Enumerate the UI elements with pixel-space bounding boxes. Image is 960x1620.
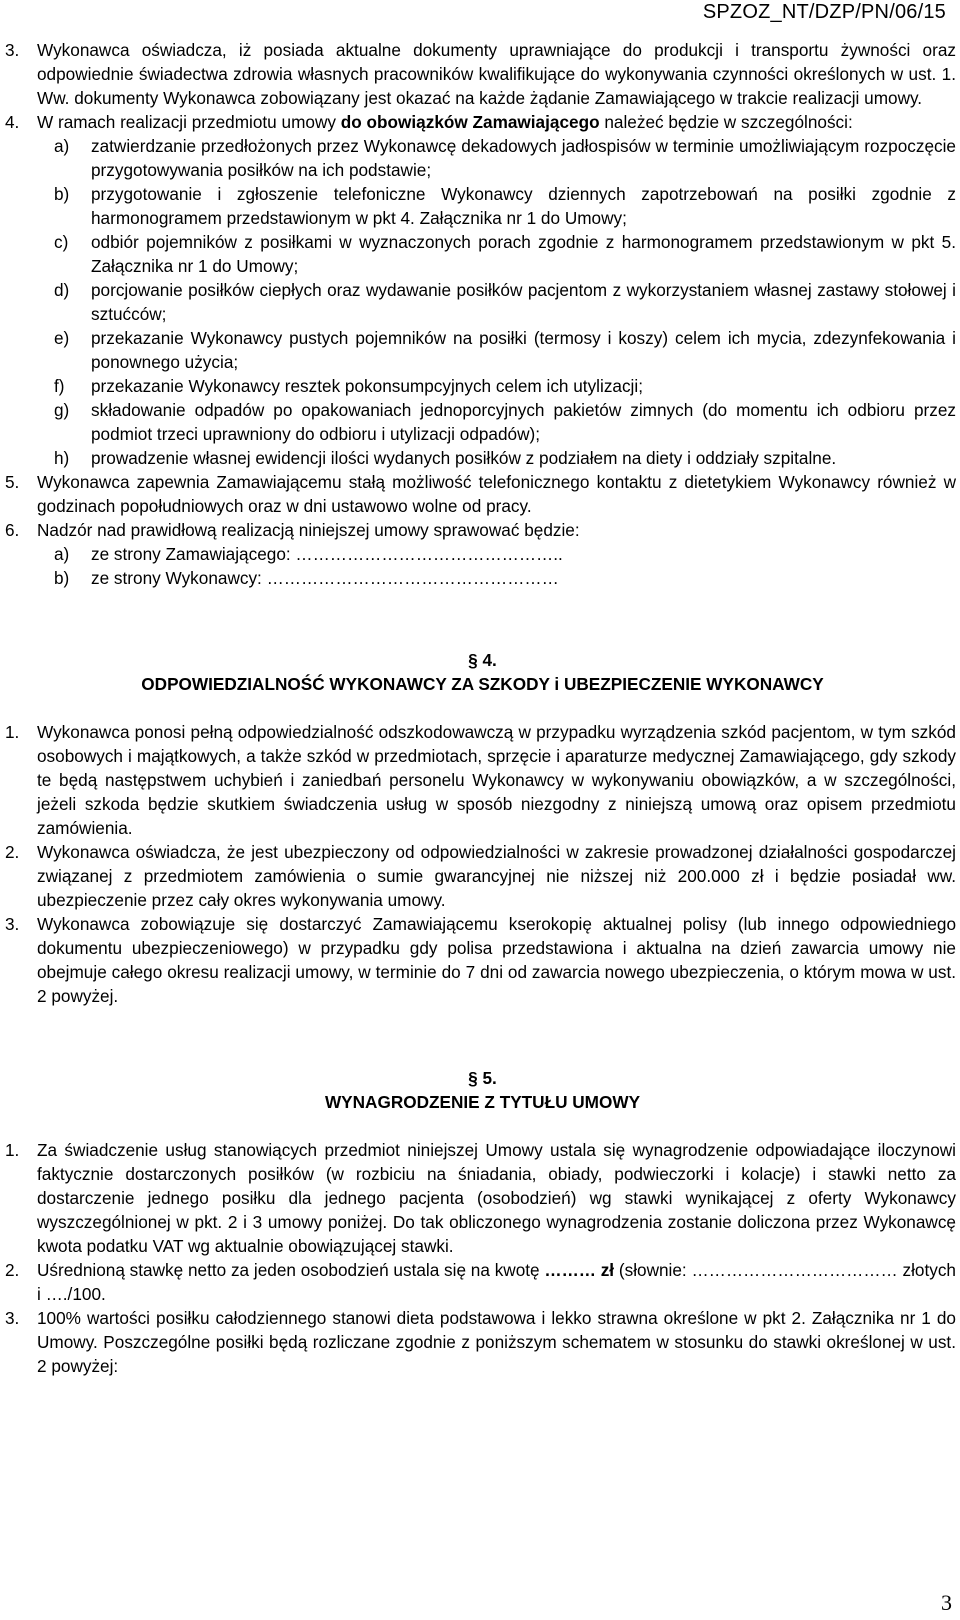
- supervisor-employer: [0, 542, 960, 566]
- duties-list: [0, 134, 960, 470]
- document-reference-header: SPZOZ_NT/DZP/PN/06/15: [702, 1, 946, 23]
- section-4-clause: [0, 720, 960, 840]
- clause-text: Za świadczenie usług stanowiących przedmiot niniejszej Umowy ustala się wynagrodzenie odpowiadające iloczynowi faktycznie dostarczonych posiłków (w rozbiciu na śniadania, obiady, podwieczorki i kolacje) i stawki netto za dostarczenie jednego posiłku dla jednego pacjenta (osobodzień) wg stawki wynikającej z oferty Wykonawcy wyszczególnionej w pkt. 2 i 3 umowy poniżej. Do tak obliczonego wynagrodzenia zostanie doliczona przez Wykonawcę kwota podatku VAT wg aktualnie obowiązującej stawki.: [37, 1140, 956, 1256]
- clause-number: 3.: [5, 914, 20, 934]
- clause-text: Wykonawca ponosi pełną odpowiedzialność odszkodowawczą w przypadku wyrządzenia szkód pacjentom, w tym szkód osobowych i majątkowych, a także szkód w przedmiotach, sprzęcie i aparaturze medycznej Zamawiającego, gdy szkody te będą następstwem uchybień i zaniedbań personelu Wykonawcy w wykonywaniu obowiązków, a w szczególności, jeżeli szkoda będzie skutkiem świadczenia usług w sposób niezgodny z niniejszą umową oraz opisem przedmiotu zamówienia.: [37, 722, 956, 838]
- clause-number: 3.: [5, 1308, 20, 1328]
- page-number: 3: [941, 1590, 952, 1615]
- clause-number: 2.: [5, 842, 20, 862]
- clause-text: W ramach realizacji przedmiotu umowy: [37, 112, 341, 132]
- list-letter: h): [54, 448, 70, 468]
- clause-6: [0, 518, 960, 542]
- clause-text: Nadzór nad prawidłową realizacją niniejszej umowy sprawować będzie:: [37, 520, 580, 540]
- clause-4: [0, 110, 960, 134]
- clause-number: 4.: [5, 112, 20, 132]
- clause-number: 6.: [5, 520, 20, 540]
- duty-text: prowadzenie własnej ewidencji ilości wydanych posiłków z podziałem na diety i oddziały szpitalne.: [91, 448, 837, 468]
- section-5-number: § 5.: [468, 1068, 497, 1088]
- list-letter: f): [54, 376, 65, 396]
- duty-text: przekazanie Wykonawcy resztek pokonsumpcyjnych celem ich utylizacji;: [91, 376, 643, 396]
- document-body: [0, 38, 960, 1378]
- duty-item: [0, 446, 960, 470]
- clause-3: [0, 38, 960, 110]
- section-5-clause: [0, 1258, 960, 1306]
- duty-text: przygotowanie i zgłoszenie telefoniczne Wykonawcy dziennych zapotrzebowań na posiłki zgodnie z harmonogramem przedstawionym w pkt 4. Załącznika nr 1 do Umowy;: [91, 184, 956, 228]
- section-5-title: WYNAGRODZENIE Z TYTUŁU UMOWY: [324, 1092, 641, 1112]
- duty-item: [0, 374, 960, 398]
- duty-item: [0, 398, 960, 446]
- clause-text-bold: do obowiązków Zamawiającego: [340, 112, 600, 132]
- clause-number: 2.: [5, 1260, 20, 1280]
- list-letter: e): [54, 328, 70, 348]
- list-letter: d): [54, 280, 70, 300]
- section-4-number: § 4.: [468, 650, 497, 670]
- clause-5: [0, 470, 960, 518]
- duty-text: składowanie odpadów po opakowaniach jednoporcyjnych pakietów zimnych (do momentu ich odbioru przez podmiot trzeci uprawniony do odbioru i utylizacji odpadów);: [91, 400, 956, 444]
- clause-number: 1.: [5, 722, 20, 742]
- duty-item: [0, 134, 960, 182]
- list-letter: c): [54, 232, 69, 252]
- clause-text: Wykonawca zobowiązuje się dostarczyć Zamawiającemu kserokopię aktualnej polisy (lub innego odpowiedniego dokumentu ubezpieczeniowego) w przypadku gdy polisa przedstawiona i aktualna na dzień zawarcia umowy nie obejmuje całego okresu realizacji umowy, w terminie do 7 dni od zawarcia nowego ubezpieczenia, o którym mowa w ust. 2 powyżej.: [37, 914, 956, 1006]
- clause-text: Wykonawca oświadcza, iż posiada aktualne dokumenty uprawniające do produkcji i transportu żywności oraz odpowiednie świadectwa zdrowia własnych pracowników kwalifikujące do wykonywania czynności określonych w ust. 1. Ww. dokumenty Wykonawca zobowiązany jest okazać na każde żądanie Zamawiającego w trakcie realizacji umowy.: [37, 40, 956, 108]
- section-4-clause: [0, 840, 960, 912]
- list-letter: a): [54, 544, 70, 564]
- section-5-clause: [0, 1138, 960, 1258]
- section-4-clause: [0, 912, 960, 1008]
- clause-text: Wykonawca oświadcza, że jest ubezpieczony od odpowiedzialności w zakresie prowadzonej działalności gospodarczej związanej z przedmiotem zamówienia o sumie gwarancyjnej nie niższej niż 200.000 zł i będzie posiadał ww. ubezpieczenie przez cały okres wykonywania umowy.: [37, 842, 956, 910]
- section-4-title: ODPOWIEDZIALNOŚĆ WYKONAWCY ZA SZKODY i UBEZPIECZENIE WYKONAWCY: [141, 674, 824, 694]
- supervisor-text: ze strony Wykonawcy: ……………………………………………: [91, 568, 559, 588]
- duty-text: zatwierdzanie przedłożonych przez Wykonawcę dekadowych jadłospisów w terminie umożliwiającym rozpoczęcie przygotowywania posiłków na ich podstawie;: [91, 136, 956, 180]
- duty-item: [0, 278, 960, 326]
- list-letter: a): [54, 136, 70, 156]
- supervisor-contractor: [0, 566, 960, 590]
- list-letter: g): [54, 400, 70, 420]
- list-letter: b): [54, 184, 70, 204]
- duty-text: przekazanie Wykonawcy pustych pojemników na posiłki (termosy i koszy) celem ich mycia, zdezynfekowania i ponownego użycia;: [91, 328, 956, 372]
- list-letter: b): [54, 568, 70, 588]
- clause-number: 5.: [5, 472, 20, 492]
- duty-item: [0, 326, 960, 374]
- rate-amount-bold: ……… zł: [544, 1260, 615, 1280]
- clause-number: 3.: [5, 40, 20, 60]
- clause-number: 1.: [5, 1140, 20, 1160]
- section-5-clause: [0, 1306, 960, 1378]
- clause-text: należeć będzie w szczególności:: [599, 112, 853, 132]
- supervisor-text: ze strony Zamawiającego: ………………………………………..: [91, 544, 563, 564]
- duty-text: odbiór pojemników z posiłkami w wyznaczonych porach zgodnie z harmonogramem przedstawionym w pkt 5. Załącznika nr 1 do Umowy;: [91, 232, 956, 276]
- clause-text: (słownie: ……………………………… złotych i …./100.: [37, 1260, 956, 1304]
- duty-item: [0, 182, 960, 230]
- clause-text: 100% wartości posiłku całodziennego stanowi dieta podstawowa i lekko strawna określone w pkt 2. Załącznika nr 1 do Umowy. Poszczególne posiłki będą rozliczane zgodnie z poniższym schematem w stosunku do stawki określonej w ust. 2 powyżej:: [37, 1308, 956, 1376]
- clause-text: Wykonawca zapewnia Zamawiającemu stałą możliwość telefonicznego kontaktu z dietetykiem Wykonawcy również w godzinach popołudniowych oraz w dni ustawowo wolne od pracy.: [37, 472, 956, 516]
- duty-text: porcjowanie posiłków ciepłych oraz wydawanie posiłków pacjentom z wykorzystaniem własnej zastawy stołowej i sztućców;: [91, 280, 956, 324]
- clause-text: Uśrednioną stawkę netto za jeden osobodzień ustala się na kwotę: [37, 1260, 545, 1280]
- duty-item: [0, 230, 960, 278]
